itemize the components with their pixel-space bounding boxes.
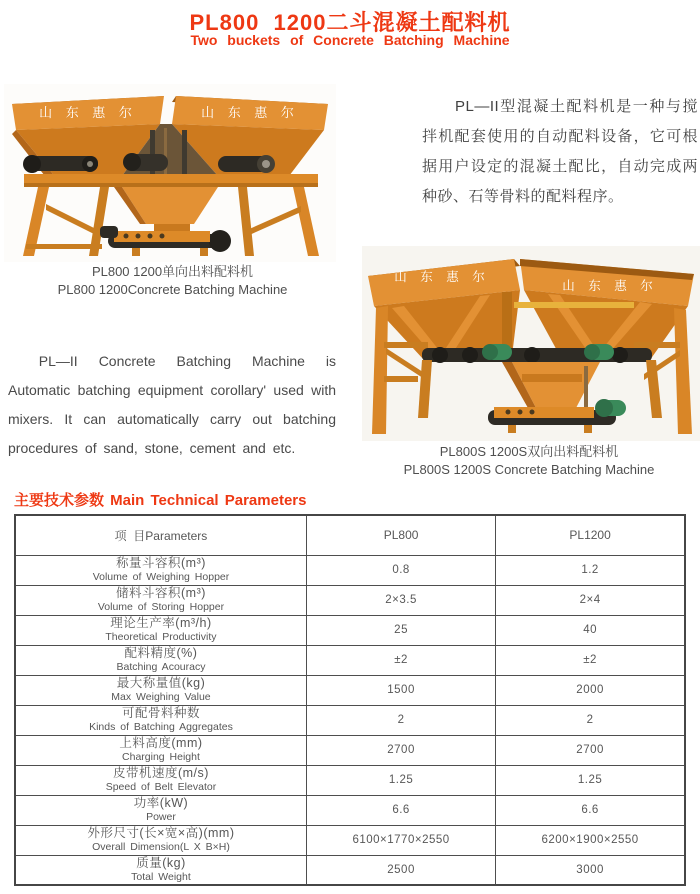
- parameter-name-cell: [15, 645, 306, 675]
- caption-machine-1-en: PL800 1200Concrete Batching Machine: [57, 281, 288, 297]
- brand-text-right: 山 东 惠 尔: [201, 105, 299, 120]
- caption-machine-2-en: PL800S 1200S Concrete Batching Machine: [403, 461, 655, 477]
- parameter-name-cn: 功率(kW): [133, 796, 189, 810]
- value-pl1200: 1.25: [496, 765, 685, 795]
- parameter-name-en: Overall Dimension(L X B×H): [92, 841, 230, 853]
- value-pl1200: 40: [496, 615, 685, 645]
- parameter-name-cell: [15, 735, 306, 765]
- table-row: [15, 585, 685, 615]
- table-row: [15, 795, 685, 825]
- caption-machine-1: [0, 263, 345, 298]
- parameter-name-cn: 最大称量值(kg): [116, 676, 206, 690]
- parameter-name-cn: 称量斗容积(m³): [116, 556, 206, 570]
- caption-machine-1-cn: PL800 1200单向出料配料机: [91, 264, 254, 279]
- parameters-table: [14, 514, 686, 886]
- machine-illustration-single: [4, 84, 336, 262]
- parameter-name-en: Speed of Belt Elevator: [105, 781, 217, 793]
- machine-illustration-dual: [362, 246, 700, 441]
- parameter-name-en: Total Weight: [131, 870, 191, 883]
- parameter-name-cell: [15, 825, 306, 855]
- page-subtitle: Two buckets of Concrete Batching Machine: [190, 32, 510, 48]
- parameter-name-en: Charging Height: [122, 751, 200, 763]
- parameter-name-cn: 上料高度(mm): [119, 736, 203, 750]
- table-row: [15, 855, 685, 885]
- value-pl1200: 2000: [496, 675, 685, 705]
- parameter-name-cell: [15, 765, 306, 795]
- discharge-hopper: [502, 362, 600, 412]
- brand-text-right: 山 东 惠 尔: [562, 279, 658, 293]
- table-row: [15, 555, 685, 585]
- parameter-name-cell: [15, 855, 306, 885]
- value-pl1200: 6200×1900×2550: [496, 825, 685, 855]
- parameter-name-cn: 配料精度(%): [124, 646, 198, 660]
- value-pl1200: 2700: [496, 735, 685, 765]
- value-pl800: 2700: [306, 735, 495, 765]
- parameter-name-en: Batching Acouracy: [116, 661, 206, 673]
- parameter-name-en: Power: [146, 811, 176, 823]
- value-pl1200: 2: [496, 705, 685, 735]
- column-header-parameters: 项 目Parameters: [15, 515, 306, 555]
- table-row: [15, 675, 685, 705]
- parameter-name-cn: 储料斗容积(m³): [116, 586, 206, 600]
- value-pl1200: 6.6: [496, 795, 685, 825]
- value-pl800: 1.25: [306, 765, 495, 795]
- value-pl1200: ±2: [496, 645, 685, 675]
- parameter-name-cell: [15, 705, 306, 735]
- table-row: [15, 615, 685, 645]
- value-pl800: 25: [306, 615, 495, 645]
- intro-paragraph-cn: PL—II型混凝土配料机是一种与搅拌机配套使用的自动配料设备，它可根据用户设定的混凝土配比，自动完成两种砂、石等骨料的配料程序。: [422, 98, 698, 205]
- parameter-name-cell: [15, 675, 306, 705]
- parameter-name-en: Max Weighing Value: [111, 691, 211, 703]
- table-row: [15, 765, 685, 795]
- parameter-name-cell: [15, 555, 306, 585]
- parameter-name-en: Kinds of Batching Aggregates: [89, 721, 233, 733]
- parameter-name-cn: 皮带机速度(m/s): [112, 766, 209, 780]
- parameter-name-cell: [15, 795, 306, 825]
- parameter-name-cn: 质量(kg): [136, 855, 186, 870]
- page-title: PL800 1200二斗混凝土配料机: [189, 10, 511, 35]
- table-row: [15, 735, 685, 765]
- section-heading-technical-parameters: 主要技术参数 Main Technical Parameters: [14, 492, 307, 509]
- value-pl800: 6100×1770×2550: [306, 825, 495, 855]
- brand-text-left: 山 东 惠 尔: [394, 270, 490, 284]
- parameter-name-en: Volume of Weighing Hopper: [92, 571, 230, 583]
- table-row: [15, 705, 685, 735]
- value-pl800: 2: [306, 705, 495, 735]
- parameter-name-en: Volume of Storing Hopper: [97, 601, 225, 613]
- column-header-pl800: PL800: [306, 515, 495, 555]
- value-pl1200: 1.2: [496, 555, 685, 585]
- value-pl800: 1500: [306, 675, 495, 705]
- parameter-name-cn: 可配骨料种数: [121, 706, 200, 720]
- main-beam: [24, 174, 318, 187]
- parameter-name-cell: [15, 615, 306, 645]
- value-pl800: 2500: [306, 855, 495, 885]
- parameters-table-body: [15, 555, 685, 885]
- parameter-name-cn: 理论生产率(m³/h): [110, 616, 212, 630]
- value-pl800: 6.6: [306, 795, 495, 825]
- intro-paragraph-en: PL—II Concrete Batching Machine is Automatic batching equipment corollary' used with mixers. It can automatically carry out batching procedures of sand, stone, cement and etc.: [8, 353, 336, 456]
- caption-machine-2: [358, 443, 700, 478]
- caption-machine-2-cn: PL800S 1200S双向出料配料机: [439, 444, 619, 459]
- parameter-name-cn: 外形尺寸(长×宽×高)(mm): [87, 826, 235, 840]
- table-row: [15, 825, 685, 855]
- value-pl1200: 2×4: [496, 585, 685, 615]
- belt-motors: [23, 153, 275, 173]
- column-header-pl1200: PL1200: [496, 515, 685, 555]
- machine-photo-pl800-1200: [4, 84, 336, 262]
- value-pl800: 0.8: [306, 555, 495, 585]
- value-pl800: ±2: [306, 645, 495, 675]
- brand-text-left: 山 东 惠 尔: [39, 105, 137, 120]
- discharge-hopper: [114, 187, 218, 236]
- table-row: [15, 645, 685, 675]
- value-pl800: 2×3.5: [306, 585, 495, 615]
- parameter-name-en: Theoretical Productivity: [105, 631, 217, 643]
- machine-photo-pl800s-1200s: [362, 246, 700, 441]
- value-pl1200: 3000: [496, 855, 685, 885]
- table-header-row: [15, 515, 685, 555]
- parameter-name-cell: [15, 585, 306, 615]
